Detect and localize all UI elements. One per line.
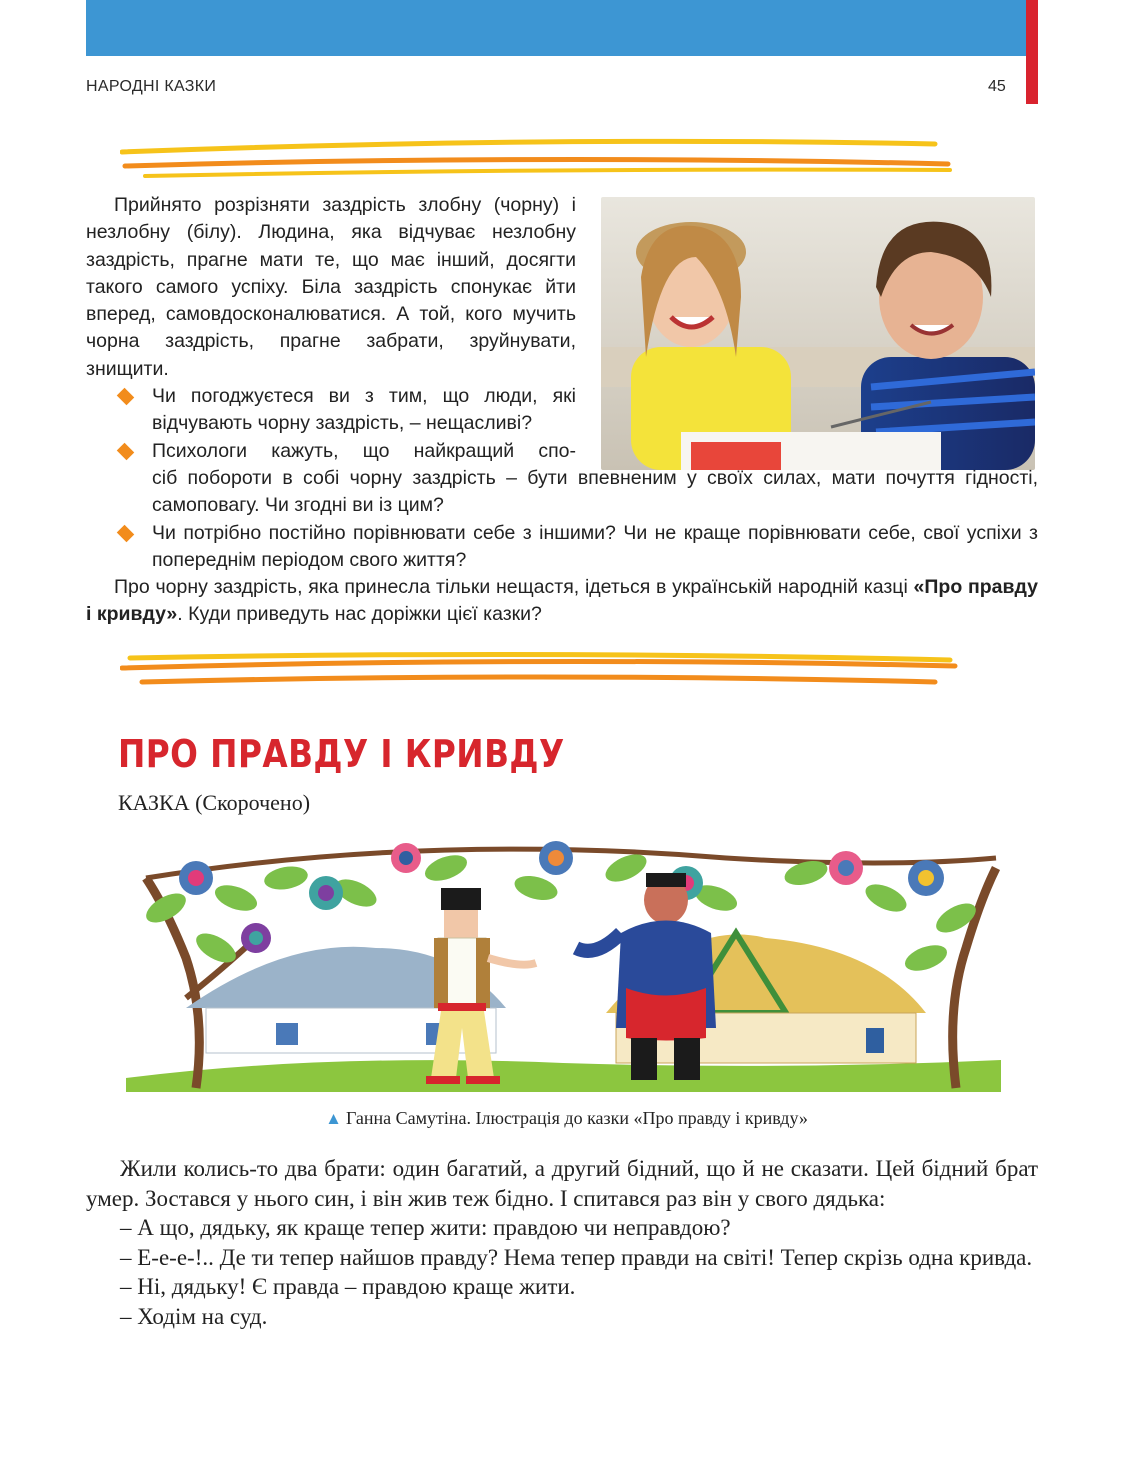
tale-paragraph: Жили колись-то два брати: один багатий, а другий бідний, що й не сказати. Цей бідний брат умер. Зостався у нього син, і він жив теж бідно. І спитався раз він у свого дядька: [86,1156,1038,1211]
diamond-bullet-icon [117,442,135,460]
question-item: Психологи кажуть, що найкращий спо- сіб побороти в собі чорну заздрість – бути впевненим у своїх силах, мати почуття гідності, самоповагу. Чи згодні ви із цим? [86,438,1038,520]
decorative-swoosh-bottom [120,646,960,696]
tale-subtitle: КАЗКА (Скорочено) [118,790,311,815]
tale-paragraph: – Ні, дядьку! Є правда – правдою краще жити. [120,1274,576,1299]
page-number: 45 [988,78,1006,95]
tale-text [86,1154,1038,1331]
intro-paragraph: Прийнято розрізняти заздрість злобну (чорну) і незлобну (білу). Людина, яка відчуває незлобну заздрість, прагне мати те, що має інший, досягти такого самого успіху. Біла заздрість спонукає йти вперед, самовдосконалюватися. А той, кого мучить чорна заздрість, прагне забрати, зруйнувати, знищити. [86,194,576,380]
intro-closing: Про чорну заздрість, яка принесла тільки нещастя, ідеться в українській народній казці «Про правду і кривду». Куди приведуть нас доріжки цієї казки? [86,576,1038,626]
intro-text [86,192,1038,629]
header-bar [86,0,1026,56]
folk-tale-illustration [126,838,1001,1092]
decorative-swoosh-top [120,136,960,186]
running-head: НАРОДНІ КАЗКИ [86,78,217,95]
tale-paragraph: – Ходім на суд. [120,1303,268,1329]
diamond-bullet-icon [117,524,135,542]
diamond-bullet-icon [117,388,135,406]
question-item: Чи погоджуєтеся ви з тим, що люди, які відчувають чорну заздрість, – нещасливі? [86,383,576,438]
page-edge-marker [1026,0,1038,104]
question-item: Чи потрібно постійно порівнювати себе з іншими? Чи не краще порівнювати себе, свої успіхи з попереднім періодом свого життя? [86,520,1038,575]
tale-paragraph: – А що, дядьку, як краще тепер жити: правдою чи неправдою? [120,1215,731,1240]
illustration-caption: ▲ Ганна Самутіна. Ілюстрація до казки «Про правду і кривду» [325,1108,808,1128]
tale-paragraph: – Е-е-е-!.. Де ти тепер найшов правду? Нема тепер правди на світі! Тепер скрізь одна кривда. [120,1244,1033,1270]
triangle-marker-icon: ▲ [325,1109,342,1128]
tale-title: ПРО ПРАВДУ І КРИВДУ [118,732,565,776]
